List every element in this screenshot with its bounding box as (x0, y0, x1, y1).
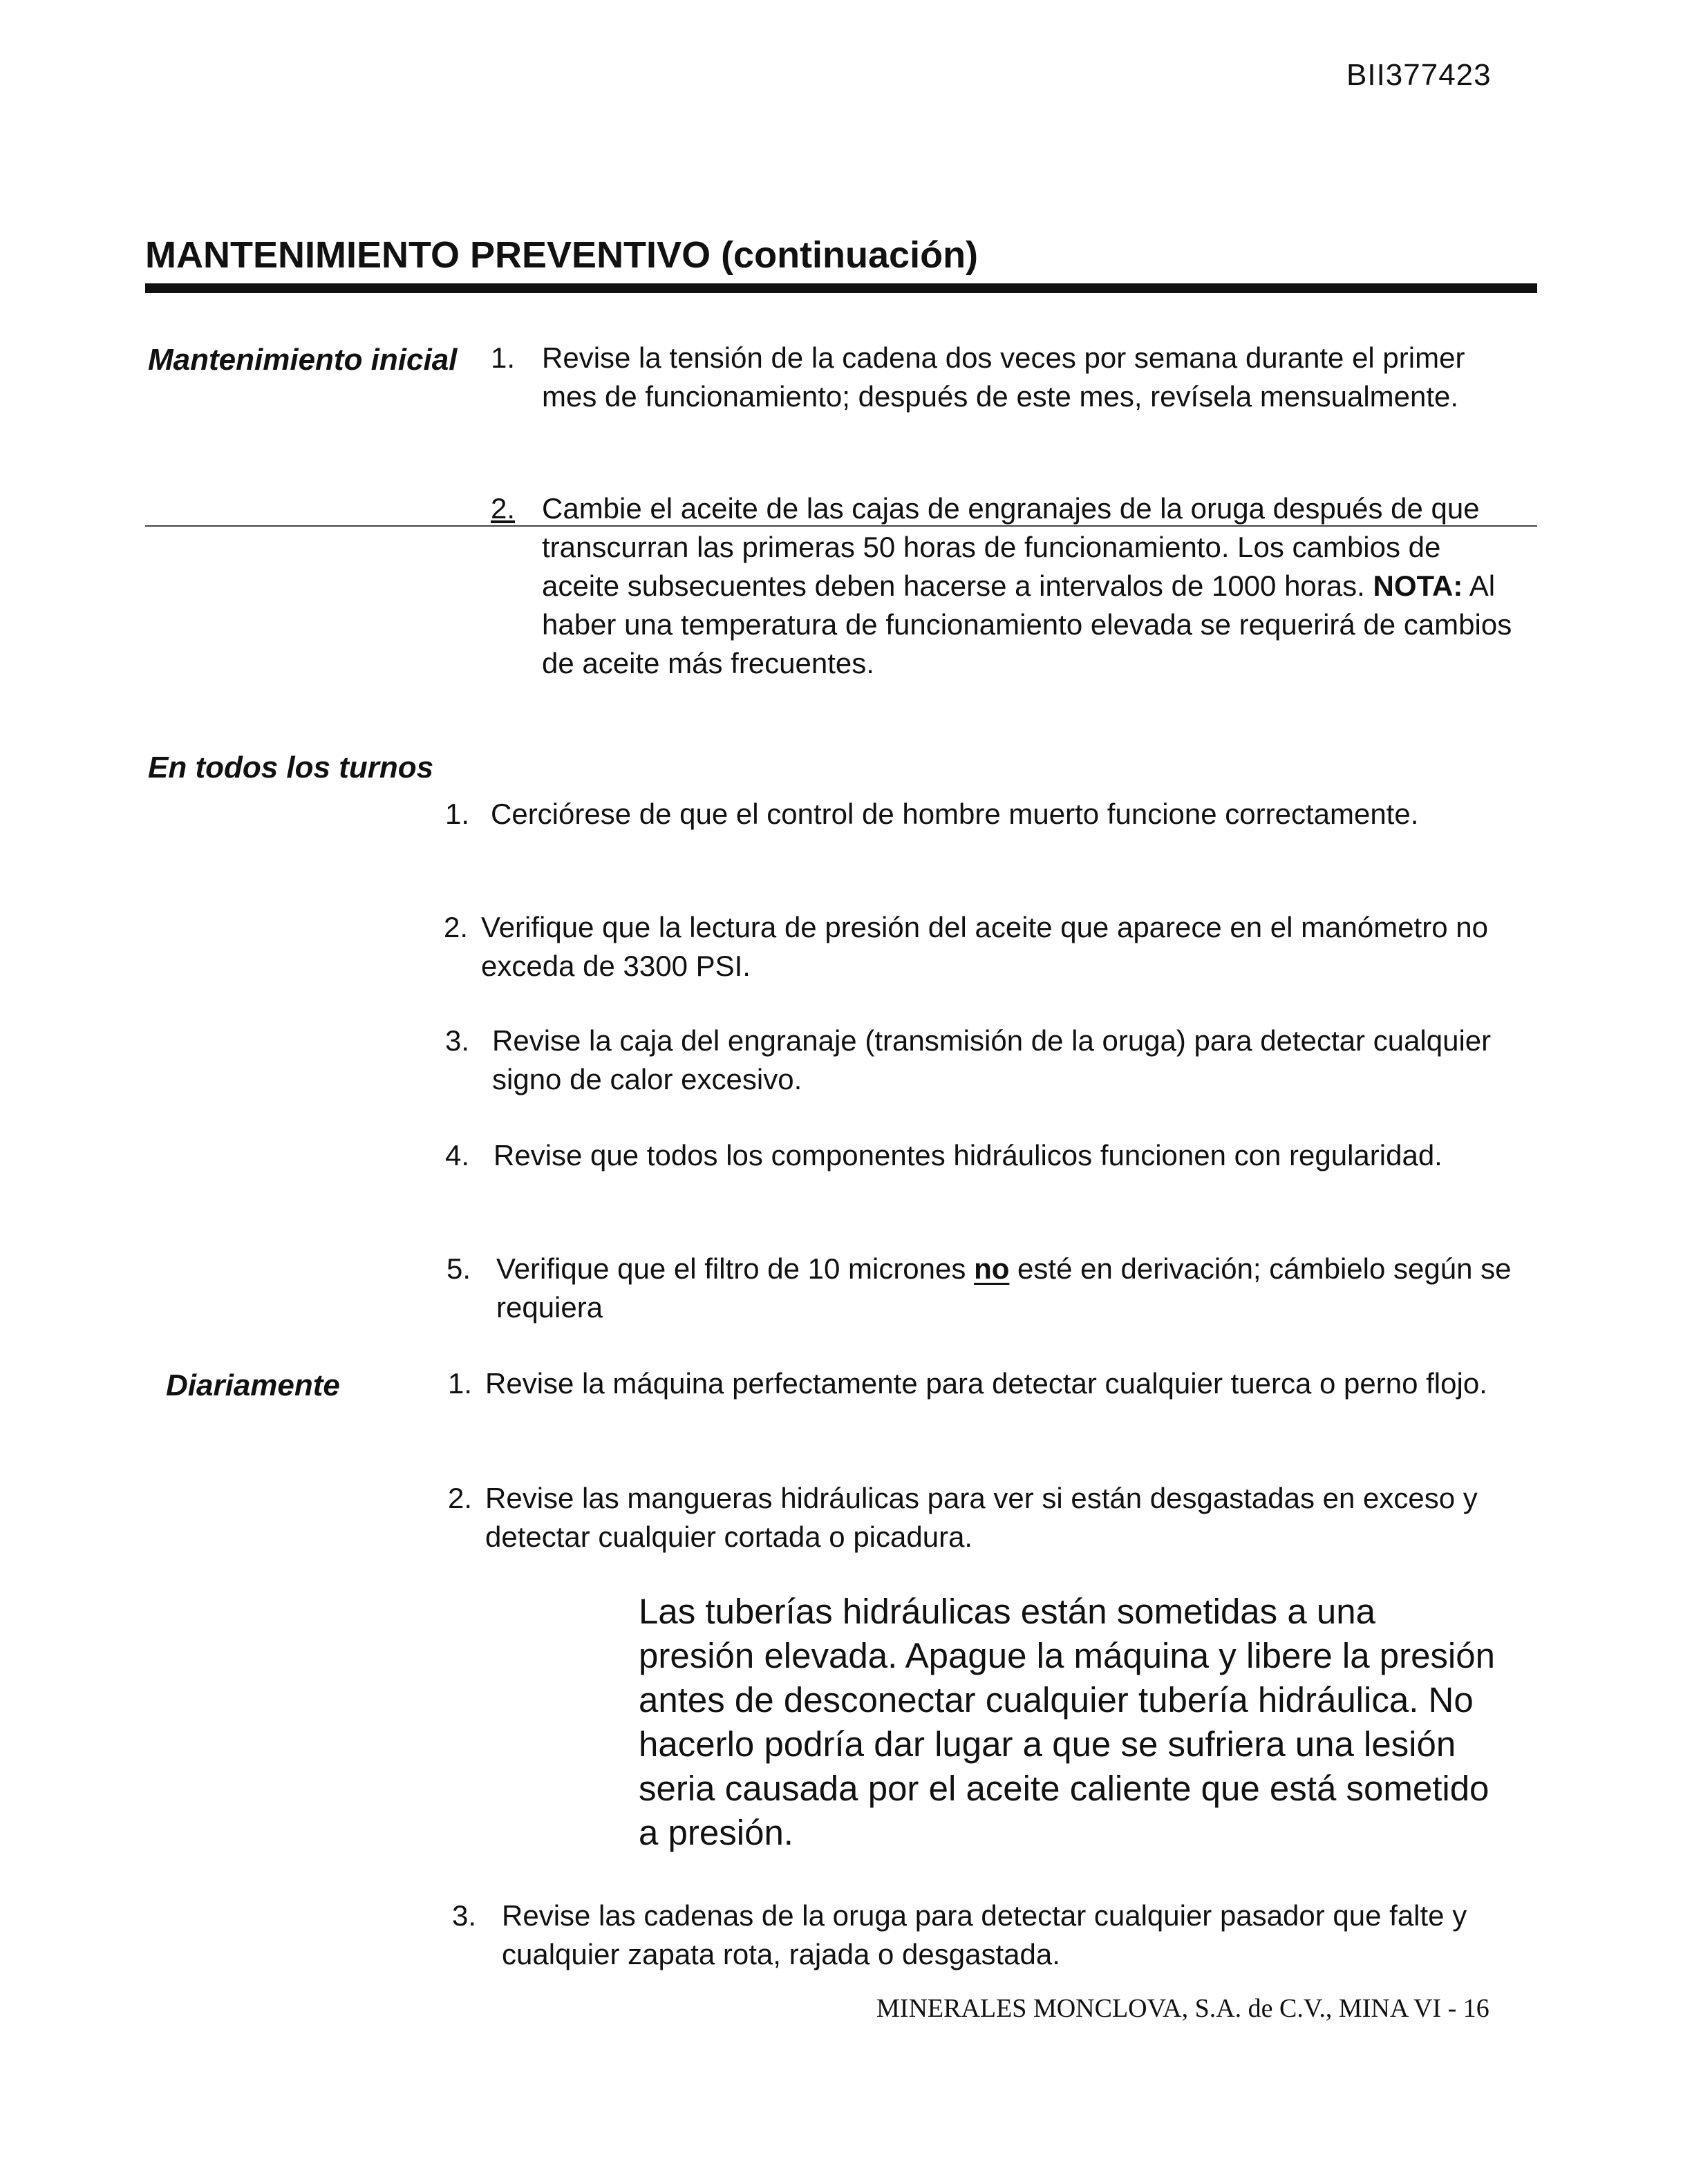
item-number: 3. (452, 1899, 477, 1932)
item-number: 2. (448, 1482, 473, 1514)
list-item (445, 1022, 1508, 1099)
document-id: BII377423 (1346, 58, 1492, 92)
item-number: 3. (445, 1024, 470, 1057)
list-item (491, 489, 1523, 683)
list-item (445, 795, 1486, 834)
section-title: MANTENIMIENTO PREVENTIVO (continuación) (145, 234, 979, 276)
item-text: Verifique que la lectura de presión del aceite que aparece en el manómetro no exceda de 3300 PSI. (481, 911, 1488, 982)
list-item (445, 1136, 1475, 1175)
item-number: 4. (445, 1139, 470, 1171)
item-number: 5. (446, 1252, 471, 1285)
list-item (448, 1479, 1494, 1556)
item-text (542, 489, 1523, 683)
item-text: Revise las cadenas de la oruga para detectar cualquier pasador que falte y cualquier zapata rota, rajada o desgastada. (502, 1899, 1467, 1970)
item-number: 1. (448, 1367, 473, 1400)
item-text: Revise que todos los componentes hidráulicos funcionen con regularidad. (494, 1139, 1442, 1171)
item-text-part: Verifique que el filtro de 10 micrones (496, 1252, 975, 1285)
title-rule (145, 283, 1537, 293)
heading-diariamente: Diariamente (166, 1368, 340, 1402)
item-text: Revise las mangueras hidráulicas para ver si están desgastadas en exceso y detectar cualquier cortada o picadura. (485, 1482, 1478, 1553)
item-number: 2. (491, 492, 516, 525)
item-number: 1. (445, 798, 470, 830)
heading-en-todos-los-turnos: En todos los turnos (148, 751, 434, 784)
item-number: 1. (491, 341, 516, 374)
item-text-part: esté en derivación; cámbielo según se requiera (496, 1252, 1512, 1324)
item-number: 2. (444, 911, 469, 943)
item-text-part: Al haber una temperatura de funcionamiento elevada se requerirá de cambios de aceite más frecuentes. (542, 569, 1512, 679)
item-text (496, 1250, 1519, 1327)
item-text: Revise la máquina perfectamente para detectar cualquier tuerca o perno flojo. (485, 1367, 1487, 1400)
list-item (491, 339, 1523, 416)
list-item (446, 1250, 1519, 1327)
list-item (444, 908, 1490, 986)
list-item (452, 1896, 1518, 1974)
item-text: Revise la tensión de la cadena dos veces por semana durante el primer mes de funcionamiento; después de este mes, revísela mensualmente. (542, 341, 1465, 413)
emphasis-no: no (974, 1252, 1010, 1285)
heading-mantenimiento-inicial: Mantenimiento inicial (148, 343, 458, 377)
list-item (448, 1364, 1494, 1403)
item-text: Revise la caja del engranaje (transmisión de la oruga) para detectar cualquier signo de calor excesivo. (492, 1024, 1492, 1095)
warning-text: Las tuberías hidráulicas están sometidas a una presión elevada. Apague la máquina y libere la presión antes de desconectar cualquier tubería hidráulica. No hacerlo podría dar lugar a que se sufriera una lesión seria causada por el aceite caliente que está sometido a presión. (639, 1592, 1495, 1852)
note-label: NOTA: (1373, 569, 1463, 602)
item-text-part: Cambie el aceite de las cajas de engranajes de la oruga después de que transcurran las primeras 50 horas de funcionamiento. Los cambios de aceite subsecuentes deben hacerse a intervalos de 1000 horas. (542, 492, 1480, 602)
item-text: Cerciórese de que el control de hombre muerto funcione correctamente. (491, 798, 1419, 830)
page-footer: MINERALES MONCLOVA, S.A. de C.V., MINA VI - 16 (876, 1994, 1489, 2023)
